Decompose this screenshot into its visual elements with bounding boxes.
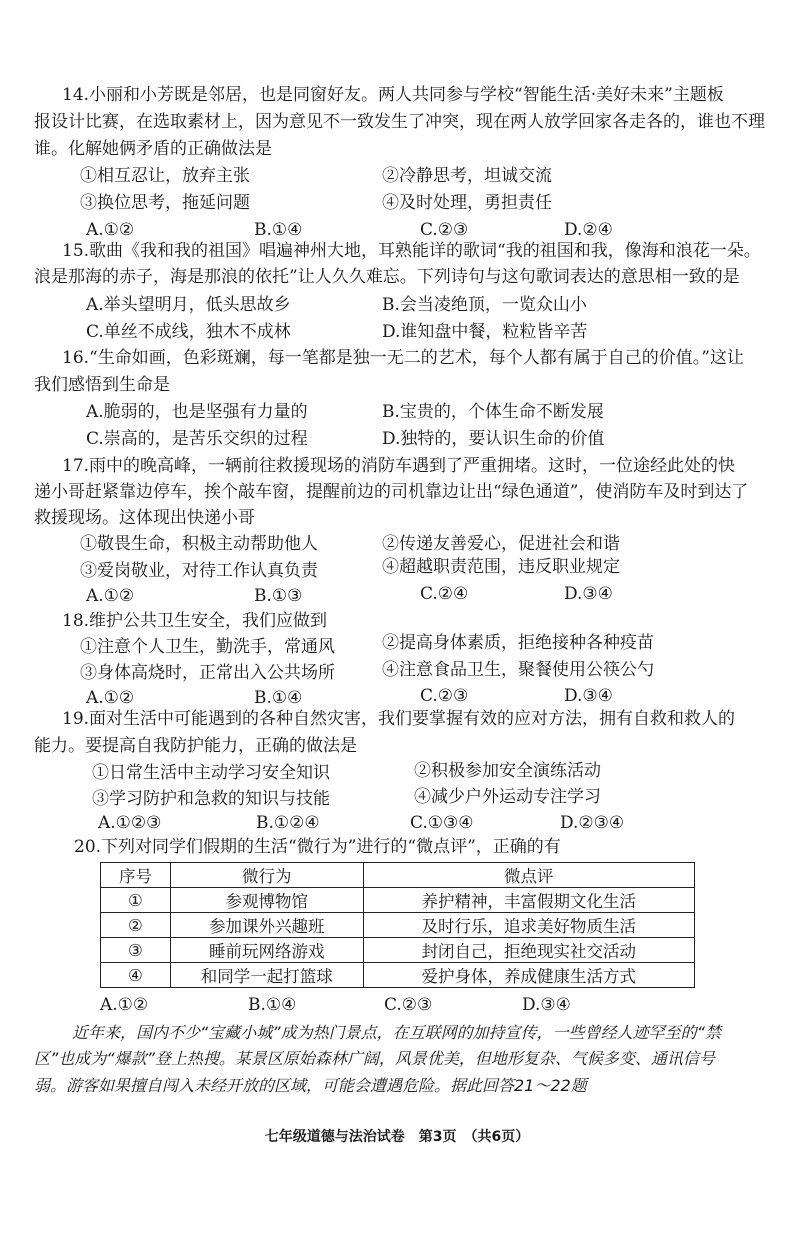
q17-line-1: 17.雨中的晚高峰，一辆前往救援现场的消防车遇到了严重拥堵。这时，一位途经此处的快 — [62, 456, 736, 476]
table-header-row — [101, 863, 695, 888]
q16-option-c: C.崇高的，是苦乐交织的过程 — [86, 429, 308, 449]
q14-item-3: ③换位思考，拖延问题 — [80, 193, 250, 213]
q18-item-4: ④注意食品卫生，聚餐使用公筷公勺 — [382, 660, 654, 680]
q14-line-1: 14.小丽和小芳既是邻居，也是同窗好友。两人共同参与学校“智能生活·美好未来”主题板 — [62, 85, 724, 105]
q18-line-1: 18.维护公共卫生安全，我们应做到 — [62, 611, 328, 631]
q16-option-d: D.独特的，要认识生命的价值 — [382, 429, 605, 449]
passage-line-2: 区”也成为“爆款”登上热搜。某景区原始森林广阔，风景优美，但地形复杂、气候多变、通讯信号 — [34, 1049, 715, 1068]
q15-option-a: A.举头望明月，低头思故乡 — [86, 295, 291, 315]
table-row — [101, 963, 695, 988]
q16-option-a: A.脆弱的，也是坚强有力量的 — [86, 402, 308, 422]
q17-option-c: C.②④ — [420, 584, 469, 604]
q20-option-a: A.①② — [100, 995, 149, 1015]
table-cell: 爱护身体，养成健康生活方式 — [363, 963, 694, 988]
q20-option-c: C.②③ — [384, 995, 433, 1015]
table-cell: 和同学一起打篮球 — [170, 963, 363, 988]
q20-option-d: D.③④ — [522, 995, 571, 1015]
table-cell: 养护精神，丰富假期文化生活 — [363, 888, 694, 913]
table-cell: ① — [101, 888, 171, 913]
table-header-cell: 微点评 — [363, 863, 694, 888]
table-cell: 封闭自己，拒绝现实社交活动 — [363, 938, 694, 963]
q14-option-a: A.①② — [86, 220, 135, 240]
table-cell: 睡前玩网络游戏 — [170, 938, 363, 963]
table-cell: 参加课外兴趣班 — [170, 913, 363, 938]
q16-line-1: 16.“生命如画，色彩斑斓，每一笔都是独一无二的艺术，每个人都有属于自己的价值。”这让 — [62, 348, 744, 368]
q14-option-b: B.①④ — [254, 220, 303, 240]
q19-option-d: D.②③④ — [560, 813, 625, 833]
table-cell: ④ — [101, 963, 171, 988]
q19-item-1: ①日常生活中主动学习安全知识 — [92, 763, 330, 783]
q17-item-3: ③爱岗敬业，对待工作认真负责 — [80, 561, 318, 581]
q18-option-b: B.①④ — [254, 688, 303, 708]
q14-line-2: 报设计比赛，在选取素材上，因为意见不一致发生了冲突，现在两人放学回家各走各的，谁也不理 — [34, 112, 765, 132]
q18-item-2: ②提高身体素质，拒绝接种各种疫苗 — [382, 633, 654, 653]
page-footer: 七年级道德与法治试卷 第3页 （共6页） — [264, 1129, 530, 1145]
q19-line-1: 19.面对生活中可能遇到的各种自然灾害，我们要掌握有效的应对方法，拥有自救和救人的 — [62, 709, 736, 729]
q14-line-3: 谁。化解她俩矛盾的正确做法是 — [34, 139, 272, 159]
q17-item-1: ①敬畏生命，积极主动帮助他人 — [80, 534, 318, 554]
table-header-cell: 微行为 — [170, 863, 363, 888]
table-row — [101, 888, 695, 913]
q20-option-b: B.①④ — [248, 995, 297, 1015]
q14-item-4: ④及时处理，勇担责任 — [382, 193, 552, 213]
passage-line-1: 近年来，国内不少“宝藏小城”成为热门景点，在互联网的加持宣传，一些曾经人迹罕至的“禁 — [72, 1023, 721, 1042]
q14-option-c: C.②③ — [420, 220, 469, 240]
q18-option-d: D.③④ — [564, 686, 613, 706]
q15-option-d: D.谁知盘中餐，粒粒皆辛苦 — [382, 322, 588, 342]
q15-option-b: B.会当凌绝顶，一览众山小 — [382, 295, 587, 315]
q20-line-1: 20.下列对同学们假期的生活“微行为”进行的“微点评”，正确的有 — [74, 837, 561, 857]
q19-item-3: ③学习防护和急救的知识与技能 — [92, 789, 330, 809]
table-cell: ③ — [101, 938, 171, 963]
q15-line-1: 15.歌曲《我和我的祖国》唱遍神州大地，耳熟能详的歌词“我的祖国和我，像海和浪花一朵。 — [62, 241, 761, 261]
q14-option-d: D.②④ — [564, 220, 613, 240]
q17-line-2: 递小哥赶紧靠边停车，挨个敲车窗，提醒前边的司机靠边让出“绿色通道”，使消防车及时到达了 — [34, 482, 749, 502]
table-row — [101, 913, 695, 938]
q17-line-3: 救援现场。这体现出快递小哥 — [34, 508, 255, 528]
q17-item-2: ②传递友善爱心，促进社会和谐 — [382, 534, 620, 554]
q18-item-1: ①注意个人卫生，勤洗手，常通风 — [80, 637, 335, 657]
q17-option-b: B.①③ — [254, 586, 303, 606]
q19-item-4: ④减少户外运动专注学习 — [414, 787, 601, 807]
passage-line-3: 弱。游客如果擅自闯入未经开放的区域，可能会遭遇危险。据此回答21～22题 — [34, 1076, 587, 1095]
q19-line-2: 能力。要提高自我防护能力，正确的做法是 — [34, 736, 357, 756]
q15-option-c: C.单丝不成线，独木不成林 — [86, 322, 291, 342]
q17-option-a: A.①② — [86, 586, 135, 606]
q14-item-2: ②冷静思考，坦诚交流 — [382, 166, 552, 186]
table-cell: 参观博物馆 — [170, 888, 363, 913]
q19-item-2: ②积极参加安全演练活动 — [414, 761, 601, 781]
q20-table — [100, 862, 695, 988]
q16-line-2: 我们感悟到生命是 — [34, 375, 170, 395]
q18-option-a: A.①② — [86, 688, 135, 708]
table-cell: ② — [101, 913, 171, 938]
q19-option-a: A.①②③ — [98, 813, 162, 833]
table-row — [101, 938, 695, 963]
q18-option-c: C.②③ — [420, 686, 469, 706]
table-cell: 及时行乐，追求美好物质生活 — [363, 913, 694, 938]
q18-item-3: ③身体高烧时，正常出入公共场所 — [80, 663, 335, 683]
table-header-cell: 序号 — [101, 863, 171, 888]
q15-line-2: 浪是那海的赤子，海是那浪的依托”让人久久难忘。下列诗句与这句歌词表达的意思相一致的是 — [34, 267, 740, 287]
q17-item-4: ④超越职责范围，违反职业规定 — [382, 557, 620, 577]
q17-option-d: D.③④ — [564, 584, 613, 604]
q19-option-b: B.①②④ — [256, 813, 320, 833]
q19-option-c: C.①③④ — [410, 813, 474, 833]
q14-item-1: ①相互忍让，放弃主张 — [80, 166, 250, 186]
q16-option-b: B.宝贵的，个体生命不断发展 — [382, 402, 604, 422]
